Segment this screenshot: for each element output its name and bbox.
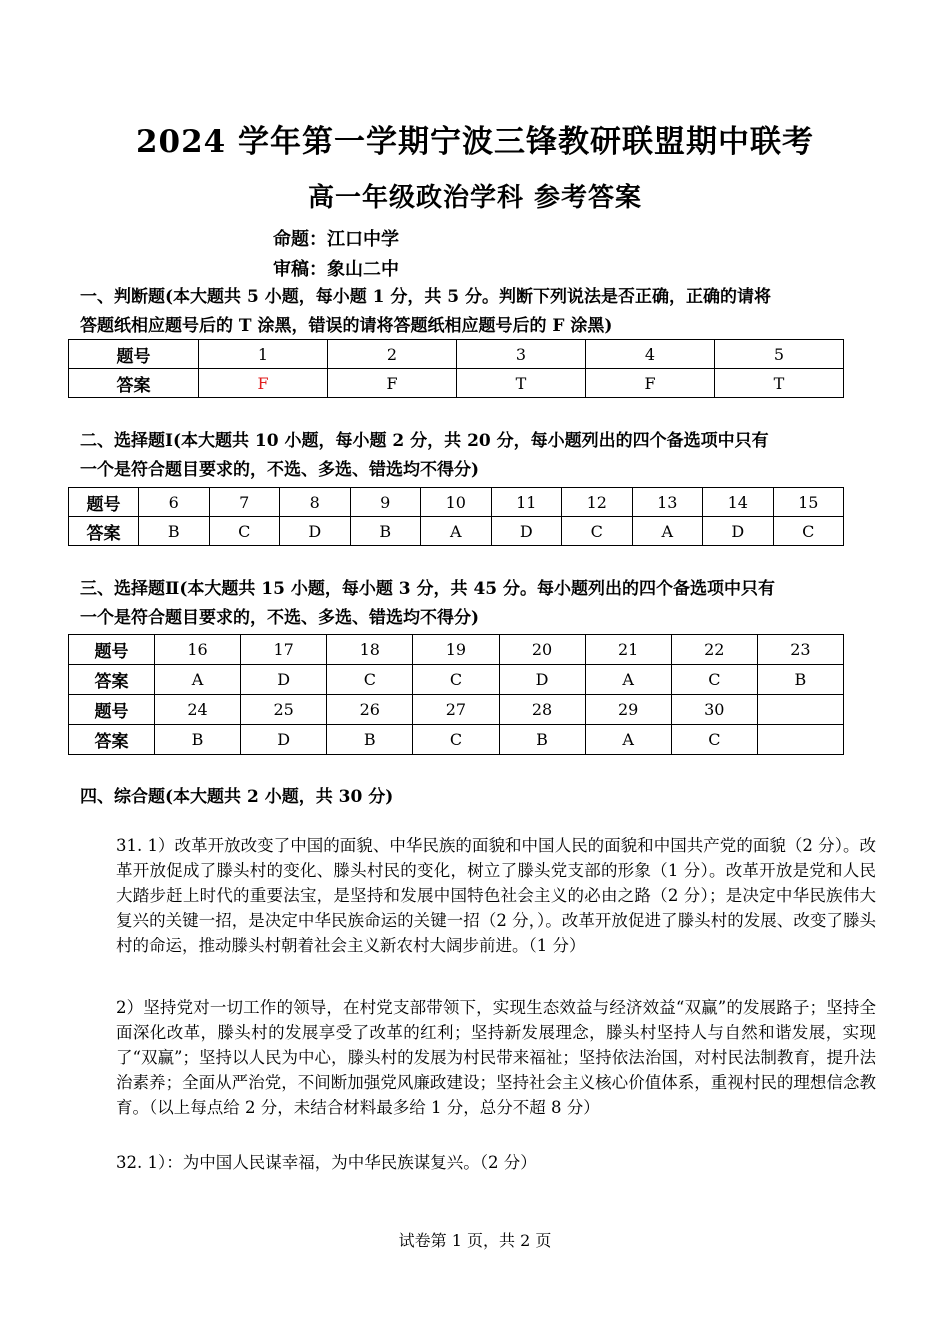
section1-number-row xyxy=(69,340,844,369)
question-number: 6 xyxy=(139,488,210,517)
question-number: 1 xyxy=(199,340,328,369)
section1-heading-line1: 一、判断题(本大题共 5 小题，每小题 1 分，共 5 分。判断下列说法是否正确，正确的请将 xyxy=(80,287,772,307)
answer-cell: C xyxy=(413,725,499,755)
answer-cell: T xyxy=(715,369,844,398)
answer-cell: T xyxy=(457,369,586,398)
section3-heading xyxy=(80,575,880,633)
question-number: 3 xyxy=(457,340,586,369)
section1-heading xyxy=(80,283,880,341)
answer-cell: C xyxy=(671,665,757,695)
document-title: 2024 学年第一学期宁波三锋教研联盟期中联考 xyxy=(135,124,815,160)
section2-answer-row xyxy=(69,517,844,546)
section3-answer-table xyxy=(68,634,844,755)
section2-heading-line2: 一个是符合题目要求的，不选、多选、错选均不得分) xyxy=(80,460,480,480)
question-number: 20 xyxy=(499,635,585,665)
answer-cell: D xyxy=(491,517,562,546)
row-label: 答案 xyxy=(69,665,155,695)
answer-cell: B xyxy=(327,725,413,755)
question-number: 18 xyxy=(327,635,413,665)
row-label: 答案 xyxy=(69,517,139,546)
question-number: 11 xyxy=(491,488,562,517)
answer-cell: C xyxy=(413,665,499,695)
answer-cell: D xyxy=(280,517,351,546)
question-number: 17 xyxy=(241,635,327,665)
answer-cell: D xyxy=(241,725,327,755)
question-number: 22 xyxy=(671,635,757,665)
question-number: 14 xyxy=(703,488,774,517)
section3-heading-line2: 一个是符合题目要求的，不选、多选、错选均不得分) xyxy=(80,608,480,628)
empty-cell xyxy=(757,695,843,725)
answer-cell: A xyxy=(155,665,241,695)
row-label: 题号 xyxy=(69,340,199,369)
section2-answer-table xyxy=(68,487,844,546)
question-number: 4 xyxy=(586,340,715,369)
section3-heading-line1: 三、选择题Ⅱ(本大题共 15 小题，每小题 3 分，共 45 分。每小题列出的四个备选项中只有 xyxy=(80,579,776,599)
question-number: 23 xyxy=(757,635,843,665)
answer-cell: B xyxy=(155,725,241,755)
answer-cell-highlighted: F xyxy=(199,369,328,398)
question-number: 19 xyxy=(413,635,499,665)
question-number: 29 xyxy=(585,695,671,725)
question-number: 26 xyxy=(327,695,413,725)
row-label: 题号 xyxy=(69,488,139,517)
answer-cell: D xyxy=(241,665,327,695)
section4-heading: 四、综合题(本大题共 2 小题，共 30 分) xyxy=(80,787,394,807)
section1-heading-line2: 答题纸相应题号后的 T 涂黑，错误的请将答题纸相应题号后的 F 涂黑) xyxy=(80,316,613,336)
answer-cell: C xyxy=(562,517,633,546)
section2-number-row xyxy=(69,488,844,517)
answer-cell: B xyxy=(757,665,843,695)
row-label: 答案 xyxy=(69,725,155,755)
answer-cell: B xyxy=(350,517,421,546)
question-number: 16 xyxy=(155,635,241,665)
setter-line: 命题：江口中学 xyxy=(273,229,399,250)
answer-cell: F xyxy=(328,369,457,398)
question-number: 12 xyxy=(562,488,633,517)
answer-cell: A xyxy=(585,725,671,755)
question-number: 24 xyxy=(155,695,241,725)
section2-heading-line1: 二、选择题Ⅰ(本大题共 10 小题，每小题 2 分，共 20 分，每小题列出的四个备选项中只有 xyxy=(80,431,769,451)
answer-cell: A xyxy=(585,665,671,695)
section3-answer-row xyxy=(69,665,844,695)
q32-part1-answer: 32. 1）：为中国人民谋幸福，为中华民族谋复兴。（2 分） xyxy=(116,1153,537,1172)
answer-cell: D xyxy=(499,665,585,695)
answer-cell: C xyxy=(671,725,757,755)
section3-number-row xyxy=(69,695,844,725)
reviewer-line: 审稿：象山二中 xyxy=(273,259,399,280)
question-number: 10 xyxy=(421,488,492,517)
section3-number-row xyxy=(69,635,844,665)
question-number: 15 xyxy=(773,488,844,517)
q31-part1-answer: 31. 1）改革开放改变了中国的面貌、中华民族的面貌和中国人民的面貌和中国共产党的面貌（2 分）。改革开放促成了滕头村的变化、滕头村民的变化，树立了滕头党支部的形象（1 分）。改革开放是党和人民大踏步赶上时代的重要法宝，是坚持和发展中国特色社会主义的必由之路（2 分）；是决定中华民族伟大复兴的关键一招，是决定中华民族命运的关键一招（2 分，）。改革开放促进了滕头村的发展、改变了滕头村的命运，推动滕头村朝着社会主义新农村大阔步前进。（1 分） xyxy=(116,836,876,955)
answer-cell: B xyxy=(139,517,210,546)
question-number: 2 xyxy=(328,340,457,369)
section1-answer-row xyxy=(69,369,844,398)
answer-cell: A xyxy=(421,517,492,546)
section3-answer-row xyxy=(69,725,844,755)
question-number: 13 xyxy=(632,488,703,517)
answer-cell: F xyxy=(586,369,715,398)
answer-cell: C xyxy=(327,665,413,695)
answer-cell: B xyxy=(499,725,585,755)
answer-cell: D xyxy=(703,517,774,546)
answer-cell: C xyxy=(209,517,280,546)
page-footer: 试卷第 1 页，共 2 页 xyxy=(398,1231,552,1250)
question-number: 8 xyxy=(280,488,351,517)
row-label: 题号 xyxy=(69,635,155,665)
question-number: 25 xyxy=(241,695,327,725)
question-number: 7 xyxy=(209,488,280,517)
question-number: 30 xyxy=(671,695,757,725)
q31-part2-answer: 2）坚持党对一切工作的领导，在村党支部带领下，实现生态效益与经济效益“双赢”的发展路子；坚持全面深化改革，滕头村的发展享受了改革的红利；坚持新发展理念，滕头村坚持人与自然和谐发展，实现了“双赢”；坚持以人民为中心，滕头村的发展为村民带来福祉；坚持依法治国，对村民法制教育，提升法治素养；全面从严治党，不间断加强党风廉政建设；坚持社会主义核心价值体系，重视村民的理想信念教育。（以上每点给 2 分，未结合材料最多给 1 分，总分不超 8 分） xyxy=(116,998,876,1117)
question-number: 9 xyxy=(350,488,421,517)
row-label: 答案 xyxy=(69,369,199,398)
empty-cell xyxy=(757,725,843,755)
section1-answer-table xyxy=(68,339,844,398)
question-number: 28 xyxy=(499,695,585,725)
question-number: 27 xyxy=(413,695,499,725)
answer-cell: C xyxy=(773,517,844,546)
question-number: 21 xyxy=(585,635,671,665)
document-subtitle: 高一年级政治学科 参考答案 xyxy=(307,183,643,213)
row-label: 题号 xyxy=(69,695,155,725)
question-number: 5 xyxy=(715,340,844,369)
answer-cell: A xyxy=(632,517,703,546)
section2-heading xyxy=(80,427,880,485)
